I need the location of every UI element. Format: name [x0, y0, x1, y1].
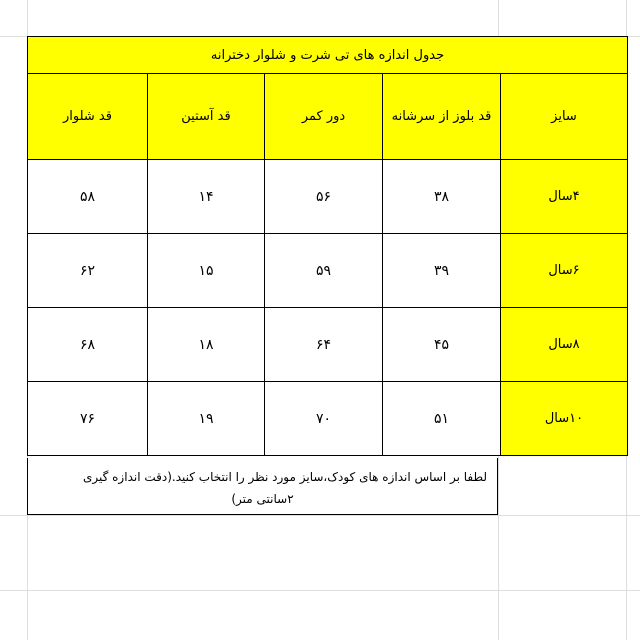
table-title[interactable]: جدول اندازه های تی شرت و شلوار دخترانه	[28, 37, 628, 74]
table-cell[interactable]: ۵۹	[265, 234, 383, 308]
table-cell[interactable]: ۶۸	[28, 308, 148, 382]
table-row	[28, 234, 628, 308]
header-cell-pants-length[interactable]: قد شلوار	[28, 74, 148, 160]
header-cell-waist[interactable]: دور کمر	[265, 74, 383, 160]
table-row	[28, 160, 628, 234]
table-cell[interactable]: ۱۵	[148, 234, 265, 308]
table-cell[interactable]: ۵۸	[28, 160, 148, 234]
table-cell[interactable]: ۳۸	[383, 160, 501, 234]
size-cell[interactable]: ۴سال	[501, 160, 628, 234]
table-cell[interactable]: ۱۸	[148, 308, 265, 382]
note-line-2: ۲سانتی متر)	[231, 492, 294, 506]
table-cell[interactable]: ۱۴	[148, 160, 265, 234]
size-chart-table	[27, 36, 628, 456]
table-cell[interactable]: ۴۵	[383, 308, 501, 382]
table-row	[28, 382, 628, 456]
table-row	[28, 308, 628, 382]
measurement-note[interactable]	[27, 458, 498, 515]
table-cell[interactable]: ۶۴	[265, 308, 383, 382]
size-cell[interactable]: ۸سال	[501, 308, 628, 382]
table-header-row	[28, 74, 628, 160]
sheet-gridline	[0, 590, 640, 591]
table-title-row	[28, 37, 628, 74]
sheet-gridline	[0, 515, 640, 516]
table-cell[interactable]: ۵۱	[383, 382, 501, 456]
header-cell-blouse-length[interactable]: قد بلوز از سرشانه	[383, 74, 501, 160]
table-cell[interactable]: ۷۰	[265, 382, 383, 456]
size-cell[interactable]: ۶سال	[501, 234, 628, 308]
table-cell[interactable]: ۶۲	[28, 234, 148, 308]
note-line-1: لطفا بر اساس اندازه های کودک،سایز مورد نظر را انتخاب کنید.(دقت اندازه گیری	[82, 470, 487, 484]
size-chart-sheet	[27, 36, 628, 456]
table-cell[interactable]: ۷۶	[28, 382, 148, 456]
table-cell[interactable]: ۱۹	[148, 382, 265, 456]
table-cell[interactable]: ۳۹	[383, 234, 501, 308]
header-cell-sleeve-length[interactable]: قد آستین	[148, 74, 265, 160]
size-cell[interactable]: ۱۰سال	[501, 382, 628, 456]
table-cell[interactable]: ۵۶	[265, 160, 383, 234]
header-cell-size[interactable]: سایز	[501, 74, 628, 160]
